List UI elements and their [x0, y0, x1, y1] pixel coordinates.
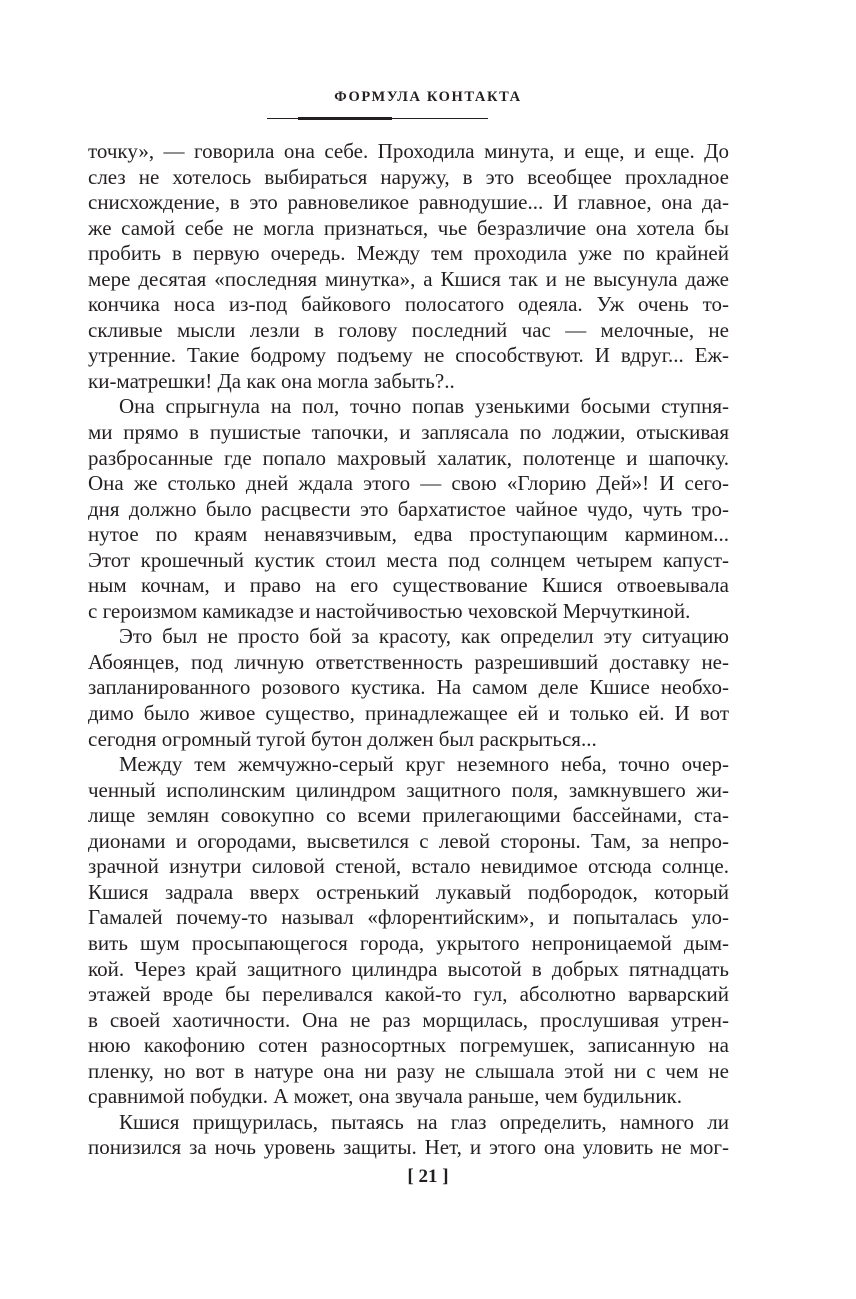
text-line: скливые мысли лезли в голову последний час — мелочные, не: [88, 317, 729, 342]
paragraph: [88, 624, 729, 752]
text-line: точку», — говорила она себе. Проходила минута, и еще, и еще. До: [88, 139, 729, 163]
text-line: Между тем жемчужно-серый круг неземного неба, точно очер-: [119, 752, 729, 777]
text-line: нюю какофонию сотен разносортных погремушек, записанную на: [88, 1033, 729, 1058]
text-line: сегодня огромный тугой бутон должен был раскрыться...: [88, 726, 597, 751]
text-line: Она же столько дней ждала этого — свою «Глорию Дей»! И сего-: [88, 471, 729, 496]
paragraph: [88, 752, 729, 1110]
text-line: димо было живое существо, принадлежащее ей и только ей. И вот: [88, 701, 729, 726]
text-line: кой. Через край защитного цилиндра высотой в добрых пятнадцать: [88, 956, 729, 981]
paragraph: [88, 1110, 729, 1161]
text-line: Кшися задрала вверх остренький лукавый подбородок, который: [88, 879, 729, 904]
header-rule-accent: [298, 117, 392, 120]
text-line: Абоянцев, под личную ответственность разрешивший доставку не-: [88, 649, 729, 674]
page-number: [ 21 ]: [407, 1166, 449, 1187]
text-line: снисхождение, в это равновеликое равнодушие... И главное, она да-: [88, 190, 729, 215]
text-line: Гамалей почему-то называл «флорентийским», и попыталась уло-: [88, 905, 729, 930]
text-line: пробить в первую очередь. Между тем проходила уже по крайней: [88, 241, 729, 266]
text-line: запланированного розового кустика. На самом деле Кшисе необхо-: [88, 675, 729, 700]
text-line: пленку, но вот в натуре она ни разу не слышала этой ни с чем не: [88, 1058, 729, 1083]
text-line: зрачной изнутри силовой стеной, встало невидимое отсюда солнце.: [88, 854, 729, 879]
text-line: в своей хаотичности. Она не раз морщилась, прослушивая утрен-: [88, 1007, 729, 1032]
text-line: сравнимой побудки. А может, она звучала раньше, чем будильник.: [88, 1084, 683, 1109]
text-line: ченный исполинским цилиндром защитного поля, замкнувшего жи-: [88, 777, 729, 802]
text-line: нутое по краям ненавязчивым, едва проступающим кармином...: [88, 522, 729, 547]
text-line: с героизмом камикадзе и настойчивостью чеховской Мерчуткиной.: [88, 598, 691, 623]
text-line: ным кочнам, и право на его существование Кшися отвоевывала: [88, 573, 729, 598]
text-line: утренние. Такие бодрому подъему не способствуют. И вдруг... Еж-: [88, 343, 729, 368]
text-line: дионами и огородами, высветился с левой стороны. Там, за непро-: [88, 828, 729, 853]
text-line: лище землян совокупно со всеми прилегающими бассейнами, ста-: [88, 803, 729, 828]
text-line: ми прямо в пушистые тапочки, и заплясала по лоджии, отыскивая: [88, 420, 729, 445]
text-line: кончика носа из-под байкового полосатого одеяла. Уж очень то-: [88, 292, 729, 317]
text-line: же самой себе не могла признаться, чье безразличие она хотела бы: [88, 215, 729, 240]
text-line: дня должно было расцвести это бархатистое чайное чудо, чуть тро-: [88, 496, 729, 521]
paragraph: [88, 394, 729, 624]
text-line: ки-матрешки! Да как она могла забыть?..: [88, 368, 455, 393]
text-line: Она спрыгнула на пол, точно попав узенькими босыми ступня-: [119, 394, 729, 419]
text-line: мере десятая «последняя минутка», а Кшися так и не высунула даже: [88, 266, 729, 291]
text-line: этажей вроде бы переливался какой-то гул, абсолютно варварский: [88, 982, 729, 1007]
text-line: Этот крошечный кустик стоил места под солнцем четырем капуст-: [88, 547, 729, 572]
text-line: Кшися прищурилась, пытаясь на глаз определить, намного ли: [119, 1109, 729, 1134]
text-line: понизился за ночь уровень защиты. Нет, и этого она уловить не мог-: [88, 1135, 729, 1160]
text-line: вить шум просыпающегося города, укрытого непроницаемой дым-: [88, 930, 729, 955]
text-line: слез не хотелось выбираться наружу, в это всеобщее прохладное: [88, 164, 729, 189]
page-body-text: [88, 139, 729, 1161]
paragraph: [88, 139, 729, 394]
running-title: ФОРМУЛА КОНТАКТА: [334, 89, 522, 105]
text-line: разбросанные где попало махровый халатик, полотенце и шапочку.: [88, 445, 729, 470]
text-line: Это был не просто бой за красоту, как определил эту ситуацию: [119, 624, 729, 649]
